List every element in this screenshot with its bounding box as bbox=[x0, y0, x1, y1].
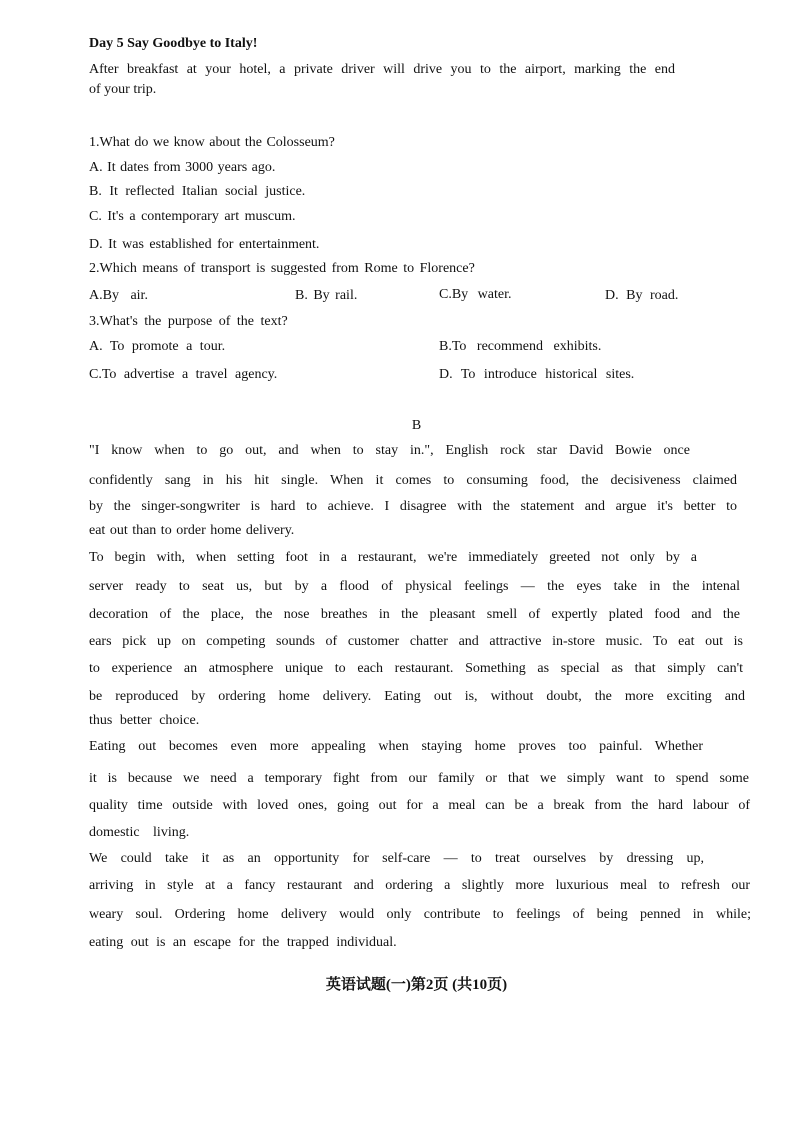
question-2-stem: 2.Which means of transport is suggested from Rome to Florence? bbox=[89, 261, 475, 276]
passage-line-10: be reproduced by ordering home delivery. Eating out is, without doubt, the more exciting and bbox=[89, 689, 745, 704]
day5-text-line-1: After breakfast at your hotel, a private driver will drive you to the airport, marking the end bbox=[89, 62, 675, 77]
passage-line-17: arriving in style at a fancy restaurant and ordering a slightly more luxurious meal to refresh our bbox=[89, 878, 750, 893]
question-1-option-c: C. It's a contemporary art muscum. bbox=[89, 209, 296, 224]
passage-line-5: To begin with, when setting foot in a restaurant, we're immediately greeted not only by a bbox=[89, 550, 697, 565]
question-1-option-b: B. It reflected Italian social justice. bbox=[89, 184, 306, 199]
section-b-label: B bbox=[411, 418, 422, 433]
question-3-option-b: B.To recommend exhibits. bbox=[439, 339, 602, 354]
passage-line-18: weary soul. Ordering home delivery would only contribute to feelings of being penned in while; bbox=[89, 907, 751, 922]
passage-line-14: quality time outside with loved ones, going out for a meal can be a break from the hard labour of bbox=[89, 798, 750, 813]
question-1-stem: 1.What do we know about the Colosseum? bbox=[89, 135, 335, 150]
passage-line-19: eating out is an escape for the trapped individual. bbox=[89, 935, 397, 950]
passage-line-2: confidently sang in his hit single. When it comes to consuming food, the decisiveness claimed bbox=[89, 473, 737, 488]
passage-line-15: domestic living. bbox=[89, 825, 190, 840]
passage-line-13: it is because we need a temporary fight from our family or that we simply want to spend some bbox=[89, 771, 749, 786]
question-1-option-d: D. It was established for entertainment. bbox=[89, 237, 320, 252]
question-2-option-a: A.By air. bbox=[89, 288, 148, 303]
passage-line-6: server ready to seat us, but by a flood of physical feelings — the eyes take in the intenal bbox=[89, 579, 740, 594]
day5-text-line-2: of your trip. bbox=[89, 82, 157, 97]
passage-line-7: decoration of the place, the nose breathes in the pleasant smell of expertly plated food and the bbox=[89, 607, 740, 622]
passage-line-16: We could take it as an opportunity for self-care — to treat ourselves by dressing up, bbox=[89, 851, 704, 866]
question-2-option-b: B. By rail. bbox=[295, 288, 358, 303]
passage-line-4: eat out than to order home delivery. bbox=[89, 523, 295, 538]
question-3-stem: 3.What's the purpose of the text? bbox=[89, 314, 288, 329]
passage-line-12: Eating out becomes even more appealing when staying home proves too painful. Whether bbox=[89, 739, 703, 754]
question-3-option-c: C.To advertise a travel agency. bbox=[89, 367, 278, 382]
question-3-option-d: D. To introduce historical sites. bbox=[439, 367, 635, 382]
passage-line-1: "I know when to go out, and when to stay in.", English rock star David Bowie once bbox=[89, 443, 690, 458]
question-1-option-a: A. It dates from 3000 years ago. bbox=[89, 160, 276, 175]
question-2-option-c: C.By water. bbox=[439, 287, 512, 302]
passage-line-8: ears pick up on competing sounds of customer chatter and attractive in-store music. To eat out is bbox=[89, 634, 743, 649]
question-2-option-d: D. By road. bbox=[605, 288, 679, 303]
passage-line-3: by the singer-songwriter is hard to achieve. I disagree with the statement and argue it's better to bbox=[89, 499, 737, 514]
day5-heading: Day 5 Say Goodbye to Italy! bbox=[89, 36, 258, 51]
passage-line-9: to experience an atmosphere unique to each restaurant. Something as special as that simply can't bbox=[89, 661, 743, 676]
question-3-option-a: A. To promote a tour. bbox=[89, 339, 226, 354]
passage-line-11: thus better choice. bbox=[89, 713, 200, 728]
page-footer: 英语试题(一)第2页 (共10页) bbox=[325, 977, 508, 993]
